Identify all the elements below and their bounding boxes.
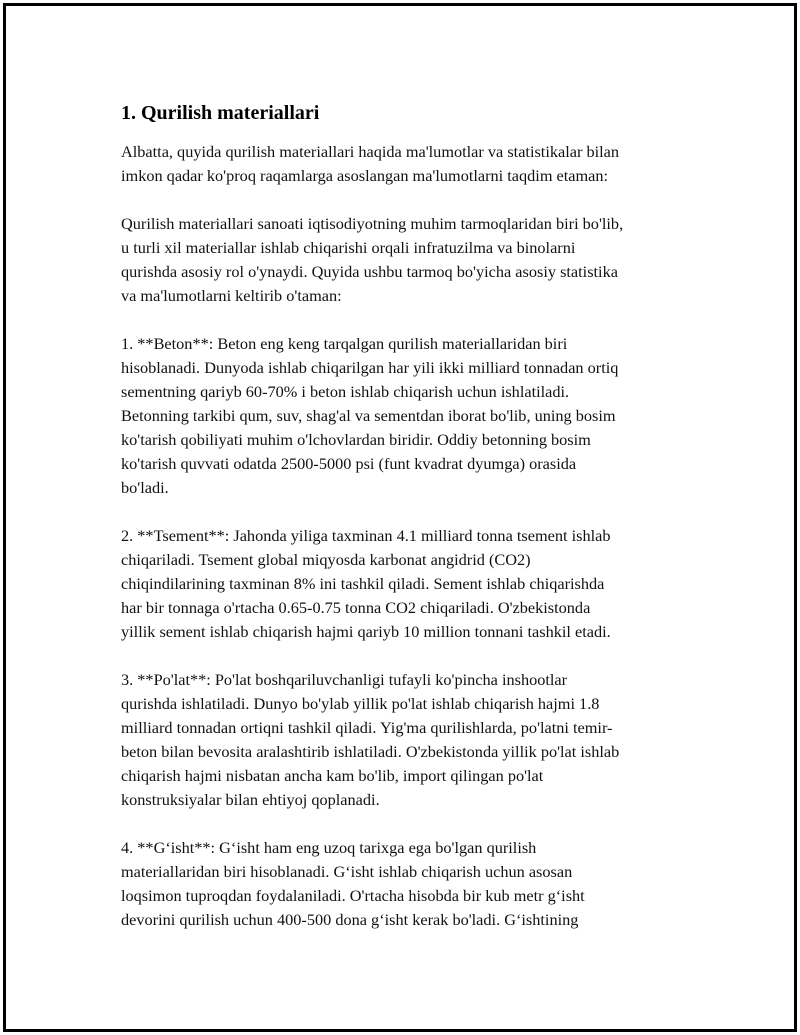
text-line: bo'ladi. [121, 478, 169, 497]
text-line: qurishda asosiy rol o'ynaydi. Quyida ushbu tarmoq bo'yicha asosiy statistika [121, 262, 618, 281]
polat-paragraph [121, 668, 701, 812]
beton-paragraph [121, 332, 701, 500]
text-line: konstruksiyalar bilan ehtiyoj qoplanadi. [121, 790, 380, 809]
text-line: va ma'lumotlarni keltirib o'taman: [121, 286, 342, 305]
section-heading: 1. Qurilish materiallari [121, 102, 320, 124]
text-line: hisoblanadi. Dunyoda ishlab chiqarilgan har yili ikki milliard tonnadan ortiq [121, 358, 619, 377]
text-line: yillik sement ishlab chiqarish hajmi qariyb 10 million tonnani tashkil etadi. [121, 622, 611, 641]
text-line: milliard tonnadan ortiqni tashkil qiladi. Yig'ma qurilishlarda, po'latni temir- [121, 718, 613, 737]
text-line: 3. **Po'lat**: Po'lat boshqariluvchanligi tufayli ko'pincha inshootlar [121, 670, 568, 689]
intro-paragraph [121, 140, 701, 188]
text-line: ko'tarish qobiliyati muhim o'lchovlardan biridir. Oddiy betonning bosim [121, 430, 591, 449]
tsement-paragraph [121, 524, 701, 644]
text-line: chiqariladi. Tsement global miqyosda karbonat angidrid (CO2) [121, 550, 531, 569]
text-line: u turli xil materiallar ishlab chiqarishi orqali infratuzilma va binolarni [121, 238, 576, 257]
text-line: materiallaridan biri hisoblanadi. G‘isht ishlab chiqarish uchun asosan [121, 862, 573, 881]
text-line: sementning qariyb 60-70% i beton ishlab chiqarish uchun ishlatiladi. [121, 382, 570, 401]
document-page [3, 3, 797, 1032]
text-line: 2. **Tsement**: Jahonda yiliga taxminan 4.1 milliard tonna tsement ishlab [121, 526, 611, 545]
text-line: 4. **G‘isht**: G‘isht ham eng uzoq tarixga ega bo'lgan qurilish [121, 838, 537, 857]
text-line: loqsimon tuproqdan foydalaniladi. O'rtacha hisobda bir kub metr g‘isht [121, 886, 585, 905]
document-body [121, 100, 701, 956]
overview-paragraph [121, 212, 701, 308]
text-line: chiqindilarining taxminan 8% ini tashkil qiladi. Sement ishlab chiqarishda [121, 574, 605, 593]
text-line: Qurilish materiallari sanoati iqtisodiyotning muhim tarmoqlaridan biri bo'lib, [121, 214, 624, 233]
text-line: 1. **Beton**: Beton eng keng tarqalgan qurilish materiallaridan biri [121, 334, 568, 353]
text-line: har bir tonnaga o'rtacha 0.65-0.75 tonna CO2 chiqariladi. O'zbekistonda [121, 598, 591, 617]
text-line: ko'tarish quvvati odatda 2500-5000 psi (funt kvadrat dyumga) orasida [121, 454, 577, 473]
gisht-paragraph [121, 836, 701, 932]
text-line: devorini qurilish uchun 400-500 dona g‘isht kerak bo'ladi. G‘ishtining [121, 910, 579, 929]
text-line: Betonning tarkibi qum, suv, shag'al va sementdan iborat bo'lib, uning bosim [121, 406, 616, 425]
text-line: beton bilan bevosita aralashtirib ishlatiladi. O'zbekistonda yillik po'lat ishlab [121, 742, 620, 761]
text-line: chiqarish hajmi nisbatan ancha kam bo'lib, import qilingan po'lat [121, 766, 544, 785]
text-line: Albatta, quyida qurilish materiallari haqida ma'lumotlar va statistikalar bilan [121, 142, 620, 161]
text-line: qurishda ishlatiladi. Dunyo bo'ylab yillik po'lat ishlab chiqarish hajmi 1.8 [121, 694, 600, 713]
text-line: imkon qadar ko'proq raqamlarga asoslangan ma'lumotlarni taqdim etaman: [121, 166, 609, 185]
